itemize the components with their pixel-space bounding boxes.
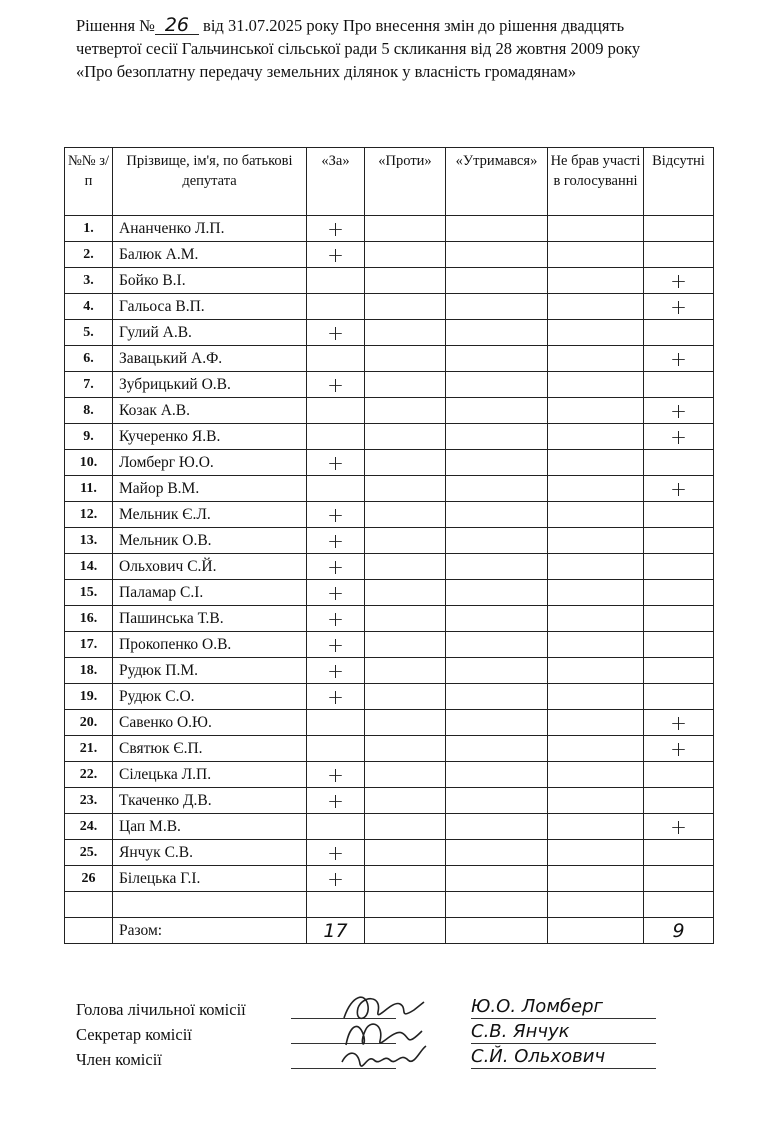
vote-proty-cell (365, 242, 446, 268)
header-number: №№ з/п (65, 148, 113, 216)
vote-not-voted-cell (548, 398, 644, 424)
vote-za-cell: + (307, 632, 365, 658)
header-line-1 (76, 14, 736, 37)
vote-utrymavsia-cell (446, 476, 548, 502)
deputy-name: Рудюк П.М. (113, 658, 307, 684)
total-row (65, 918, 714, 944)
empty-row (65, 892, 714, 918)
vote-absent-cell (644, 840, 714, 866)
header-not-voted: Не брав участі в голосуванні (548, 148, 644, 216)
deputy-name: Ольхович С.Й. (113, 554, 307, 580)
vote-not-voted-cell (548, 554, 644, 580)
vote-not-voted-cell (548, 242, 644, 268)
vote-utrymavsia-cell (446, 268, 548, 294)
vote-proty-cell (365, 502, 446, 528)
vote-absent-cell: + (644, 268, 714, 294)
vote-proty-cell (365, 476, 446, 502)
deputy-name: Цап М.В. (113, 814, 307, 840)
vote-not-voted-cell (548, 294, 644, 320)
vote-utrymavsia-cell (446, 814, 548, 840)
vote-utrymavsia-cell (446, 294, 548, 320)
deputy-name: Янчук С.В. (113, 840, 307, 866)
header-absent: Відсутні (644, 148, 714, 216)
row-number: 7. (65, 372, 113, 398)
row-number: 16. (65, 606, 113, 632)
table-row (65, 866, 714, 892)
row-number: 5. (65, 320, 113, 346)
vote-not-voted-cell (548, 268, 644, 294)
table-row (65, 606, 714, 632)
vote-not-voted-cell (548, 502, 644, 528)
vote-proty-cell (365, 840, 446, 866)
vote-za-cell: + (307, 762, 365, 788)
deputy-name: Пашинська Т.В. (113, 606, 307, 632)
vote-utrymavsia-cell (446, 242, 548, 268)
vote-not-voted-cell (548, 866, 644, 892)
row-number: 18. (65, 658, 113, 684)
vote-absent-cell (644, 658, 714, 684)
vote-not-voted-cell (548, 216, 644, 242)
vote-za-cell (307, 476, 365, 502)
deputy-name: Білецька Г.І. (113, 866, 307, 892)
deputy-name: Паламар С.І. (113, 580, 307, 606)
table-row (65, 294, 714, 320)
vote-absent-cell: + (644, 424, 714, 450)
vote-absent-cell (644, 632, 714, 658)
table-row (65, 710, 714, 736)
signature-name: С.В. Янчук (471, 1021, 656, 1044)
row-number: 13. (65, 528, 113, 554)
deputy-name: Завацький А.Ф. (113, 346, 307, 372)
header-name: Прізвище, ім'я, по батькові депутата (113, 148, 307, 216)
vote-za-cell (307, 346, 365, 372)
deputy-name: Кучеренко Я.В. (113, 424, 307, 450)
vote-proty-cell (365, 606, 446, 632)
vote-not-voted-cell (548, 346, 644, 372)
vote-absent-cell (644, 580, 714, 606)
vote-utrymavsia-cell (446, 528, 548, 554)
vote-utrymavsia-cell (446, 580, 548, 606)
row-number: 20. (65, 710, 113, 736)
vote-not-voted-cell (548, 606, 644, 632)
vote-za-cell: + (307, 242, 365, 268)
vote-absent-cell (644, 450, 714, 476)
vote-absent-cell: + (644, 476, 714, 502)
vote-utrymavsia-cell (446, 606, 548, 632)
row-number: 14. (65, 554, 113, 580)
vote-not-voted-cell (548, 710, 644, 736)
row-number: 6. (65, 346, 113, 372)
vote-absent-cell (644, 762, 714, 788)
vote-utrymavsia-cell (446, 450, 548, 476)
table-row (65, 398, 714, 424)
row-number: 17. (65, 632, 113, 658)
row-number: 23. (65, 788, 113, 814)
row-number: 12. (65, 502, 113, 528)
deputy-name: Козак А.В. (113, 398, 307, 424)
vote-table (64, 147, 714, 944)
vote-za-cell (307, 736, 365, 762)
table-row (65, 684, 714, 710)
signature-role: Секретар комісії (76, 1025, 192, 1044)
header-line-1-rest: від 31.07.2025 року Про внесення змін до рішення двадцять (203, 16, 625, 35)
table-row (65, 528, 714, 554)
row-number: 1. (65, 216, 113, 242)
vote-absent-cell (644, 320, 714, 346)
vote-za-cell: + (307, 866, 365, 892)
vote-utrymavsia-cell (446, 866, 548, 892)
header-proty: «Проти» (365, 148, 446, 216)
vote-absent-cell (644, 788, 714, 814)
signature-name: Ю.О. Ломберг (471, 996, 656, 1019)
vote-za-cell: + (307, 372, 365, 398)
vote-absent-cell: + (644, 346, 714, 372)
table-row (65, 840, 714, 866)
vote-proty-cell (365, 684, 446, 710)
vote-absent-cell (644, 866, 714, 892)
vote-not-voted-cell (548, 320, 644, 346)
vote-not-voted-cell (548, 424, 644, 450)
row-number: 21. (65, 736, 113, 762)
vote-absent-cell: + (644, 294, 714, 320)
vote-absent-cell (644, 216, 714, 242)
signature-block (76, 996, 716, 1075)
vote-proty-cell (365, 814, 446, 840)
vote-not-voted-cell (548, 476, 644, 502)
vote-proty-cell (365, 736, 446, 762)
vote-absent-cell (644, 242, 714, 268)
vote-proty-cell (365, 658, 446, 684)
signature-scribble-icon (338, 1040, 428, 1078)
vote-za-cell: + (307, 606, 365, 632)
vote-proty-cell (365, 866, 446, 892)
vote-proty-cell (365, 268, 446, 294)
signature-name: С.Й. Ольхович (471, 1046, 656, 1069)
table-row (65, 216, 714, 242)
vote-utrymavsia-cell (446, 658, 548, 684)
deputy-name: Ананченко Л.П. (113, 216, 307, 242)
vote-za-cell (307, 294, 365, 320)
row-number: 26 (65, 866, 113, 892)
vote-proty-cell (365, 632, 446, 658)
row-number: 15. (65, 580, 113, 606)
header-line-2: четвертої сесії Гальчинської сільської ради 5 скликання від 28 жовтня 2009 року (76, 39, 641, 58)
deputy-name: Святюк Є.П. (113, 736, 307, 762)
vote-absent-cell (644, 528, 714, 554)
vote-proty-cell (365, 710, 446, 736)
row-number: 10. (65, 450, 113, 476)
vote-proty-cell (365, 788, 446, 814)
deputy-name: Сілецька Л.П. (113, 762, 307, 788)
vote-utrymavsia-cell (446, 684, 548, 710)
vote-za-cell: + (307, 554, 365, 580)
deputy-name: Мельник О.В. (113, 528, 307, 554)
vote-utrymavsia-cell (446, 216, 548, 242)
vote-utrymavsia-cell (446, 736, 548, 762)
table-row (65, 320, 714, 346)
vote-not-voted-cell (548, 840, 644, 866)
row-number: 19. (65, 684, 113, 710)
vote-not-voted-cell (548, 580, 644, 606)
deputy-name: Савенко О.Ю. (113, 710, 307, 736)
vote-proty-cell (365, 216, 446, 242)
table-row (65, 658, 714, 684)
vote-proty-cell (365, 424, 446, 450)
table-row (65, 788, 714, 814)
vote-za-cell (307, 424, 365, 450)
vote-utrymavsia-cell (446, 320, 548, 346)
table-row (65, 372, 714, 398)
vote-not-voted-cell (548, 658, 644, 684)
vote-utrymavsia-cell (446, 424, 548, 450)
deputy-name: Рудюк С.О. (113, 684, 307, 710)
vote-not-voted-cell (548, 736, 644, 762)
signature-role: Член комісії (76, 1050, 162, 1069)
vote-proty-cell (365, 450, 446, 476)
vote-proty-cell (365, 554, 446, 580)
vote-za-cell: + (307, 788, 365, 814)
vote-not-voted-cell (548, 372, 644, 398)
vote-za-cell: + (307, 450, 365, 476)
vote-utrymavsia-cell (446, 398, 548, 424)
vote-not-voted-cell (548, 762, 644, 788)
vote-za-cell: + (307, 580, 365, 606)
vote-proty-cell (365, 320, 446, 346)
deputy-name: Мельник Є.Л. (113, 502, 307, 528)
row-number: 25. (65, 840, 113, 866)
row-number: 22. (65, 762, 113, 788)
vote-not-voted-cell (548, 788, 644, 814)
vote-proty-cell (365, 762, 446, 788)
vote-za-cell: + (307, 684, 365, 710)
deputy-name: Балюк А.М. (113, 242, 307, 268)
vote-za-cell: + (307, 528, 365, 554)
vote-not-voted-cell (548, 450, 644, 476)
row-number: 24. (65, 814, 113, 840)
signature-row (76, 1046, 716, 1075)
vote-za-cell: + (307, 502, 365, 528)
table-row (65, 502, 714, 528)
table-row (65, 632, 714, 658)
vote-utrymavsia-cell (446, 762, 548, 788)
vote-not-voted-cell (548, 632, 644, 658)
header-line-3: «Про безоплатну передачу земельних ділянок у власність громадянам» (76, 62, 577, 81)
vote-za-cell: + (307, 840, 365, 866)
vote-utrymavsia-cell (446, 840, 548, 866)
vote-absent-cell (644, 372, 714, 398)
vote-absent-cell: + (644, 814, 714, 840)
vote-proty-cell (365, 294, 446, 320)
deputy-name: Гальоса В.П. (113, 294, 307, 320)
deputy-name: Майор В.М. (113, 476, 307, 502)
row-number: 9. (65, 424, 113, 450)
vote-za-cell (307, 398, 365, 424)
total-label: Разом: (113, 918, 307, 944)
vote-proty-cell (365, 580, 446, 606)
header-utrymavsia: «Утримався» (446, 148, 548, 216)
vote-absent-cell: + (644, 736, 714, 762)
vote-za-cell (307, 268, 365, 294)
row-number: 8. (65, 398, 113, 424)
vote-za-cell (307, 710, 365, 736)
table-row (65, 268, 714, 294)
vote-utrymavsia-cell (446, 372, 548, 398)
vote-proty-cell (365, 372, 446, 398)
vote-absent-cell: + (644, 710, 714, 736)
row-number: 11. (65, 476, 113, 502)
decision-number: 26 (155, 16, 199, 35)
total-za: 17 (307, 918, 365, 944)
table-row (65, 736, 714, 762)
vote-absent-cell (644, 502, 714, 528)
table-header-row (65, 148, 714, 216)
decision-prefix: Рішення № (76, 16, 155, 35)
row-number: 2. (65, 242, 113, 268)
vote-za-cell (307, 814, 365, 840)
vote-proty-cell (365, 346, 446, 372)
table-row (65, 450, 714, 476)
table-row (65, 242, 714, 268)
vote-absent-cell (644, 606, 714, 632)
vote-za-cell: + (307, 658, 365, 684)
table-row (65, 580, 714, 606)
vote-utrymavsia-cell (446, 346, 548, 372)
vote-not-voted-cell (548, 684, 644, 710)
vote-proty-cell (365, 528, 446, 554)
vote-absent-cell (644, 554, 714, 580)
row-number: 3. (65, 268, 113, 294)
vote-utrymavsia-cell (446, 502, 548, 528)
signature-role: Голова лічильної комісії (76, 1000, 246, 1019)
row-number: 4. (65, 294, 113, 320)
deputy-name: Ткаченко Д.В. (113, 788, 307, 814)
table-row (65, 424, 714, 450)
table-row (65, 554, 714, 580)
deputy-name: Бойко В.І. (113, 268, 307, 294)
vote-utrymavsia-cell (446, 632, 548, 658)
deputy-name: Ломберг Ю.О. (113, 450, 307, 476)
vote-utrymavsia-cell (446, 788, 548, 814)
decision-header (76, 14, 736, 83)
vote-utrymavsia-cell (446, 554, 548, 580)
deputy-name: Зубрицький О.В. (113, 372, 307, 398)
vote-za-cell: + (307, 216, 365, 242)
vote-table-body (65, 216, 714, 892)
vote-absent-cell: + (644, 398, 714, 424)
vote-not-voted-cell (548, 528, 644, 554)
table-row (65, 346, 714, 372)
deputy-name: Прокопенко О.В. (113, 632, 307, 658)
total-absent: 9 (644, 918, 714, 944)
vote-utrymavsia-cell (446, 710, 548, 736)
vote-za-cell: + (307, 320, 365, 346)
table-row (65, 762, 714, 788)
table-row (65, 476, 714, 502)
table-row (65, 814, 714, 840)
vote-proty-cell (365, 398, 446, 424)
vote-not-voted-cell (548, 814, 644, 840)
header-za: «За» (307, 148, 365, 216)
deputy-name: Гулий А.В. (113, 320, 307, 346)
vote-absent-cell (644, 684, 714, 710)
